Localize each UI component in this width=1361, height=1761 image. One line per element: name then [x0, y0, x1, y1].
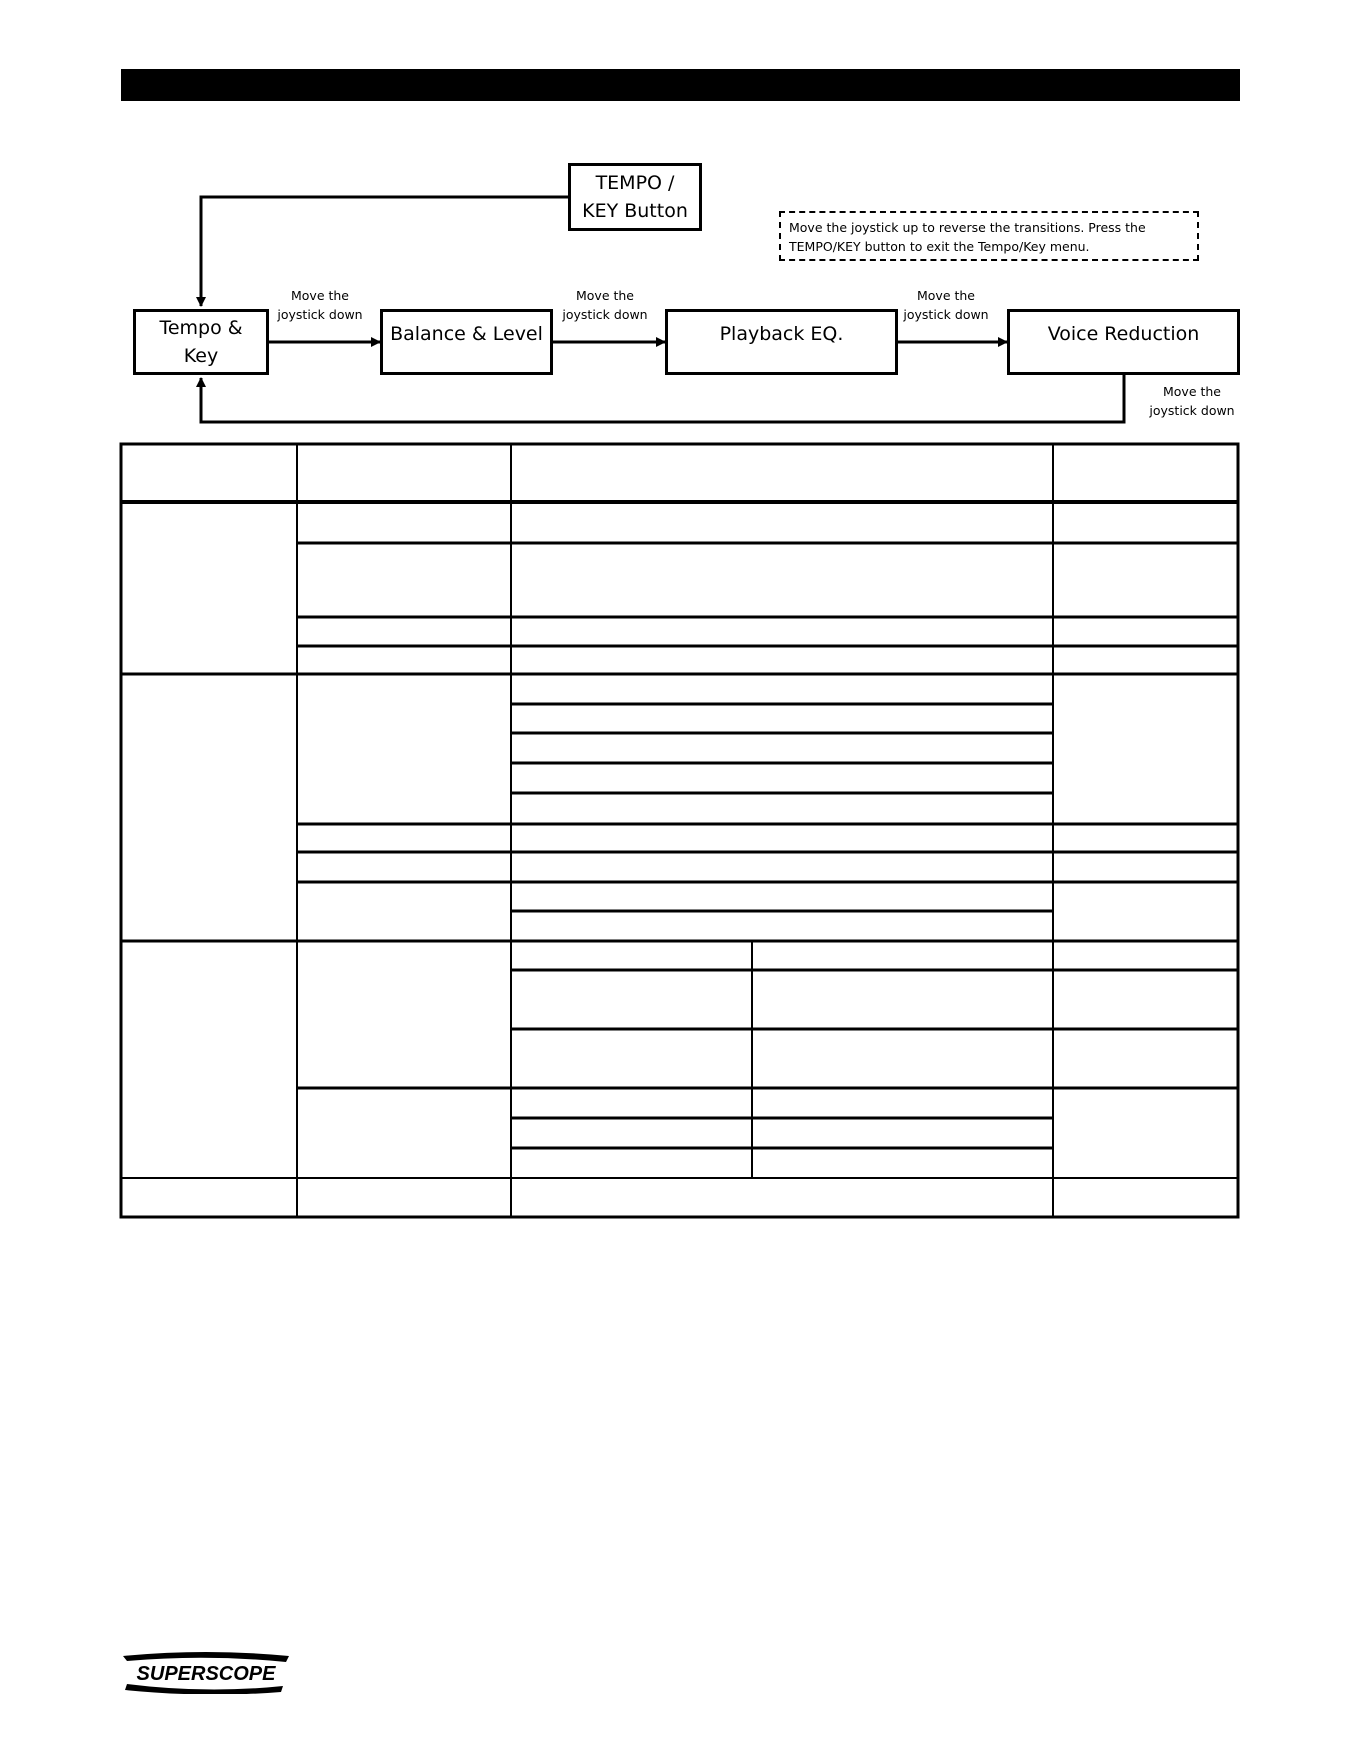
edge-label-voice-reduction-to-tempo-key: Move the joystick down — [1149, 384, 1235, 418]
edge-label-tempo-key-to-balance-level: Move the joystick down — [277, 288, 363, 322]
node-balance-level-label: Balance & Level — [390, 323, 543, 345]
node-tempo-key-label: Tempo & Key — [159, 317, 243, 367]
edge-label-playback-eq-to-voice-reduction: Move the joystick down — [903, 288, 989, 322]
node-tempo-key-button-label: TEMPO / KEY Button — [582, 172, 688, 222]
table-outer-frame — [121, 444, 1238, 1217]
logo-swoosh-top — [123, 1652, 289, 1662]
navigation-note: Move the joystick up to reverse the transitions. Press the TEMPO/KEY button to exit the Tempo/Key menu. — [779, 211, 1199, 261]
superscope-logo — [121, 1650, 291, 1694]
edge-label-balance-level-to-playback-eq: Move the joystick down — [562, 288, 648, 322]
node-voice-reduction-label: Voice Reduction — [1047, 323, 1200, 345]
logo-swoosh-bottom — [125, 1684, 283, 1694]
node-playback-eq-label: Playback EQ. — [719, 323, 844, 345]
logo-wordmark: SUPERSCOPE — [136, 1663, 276, 1685]
